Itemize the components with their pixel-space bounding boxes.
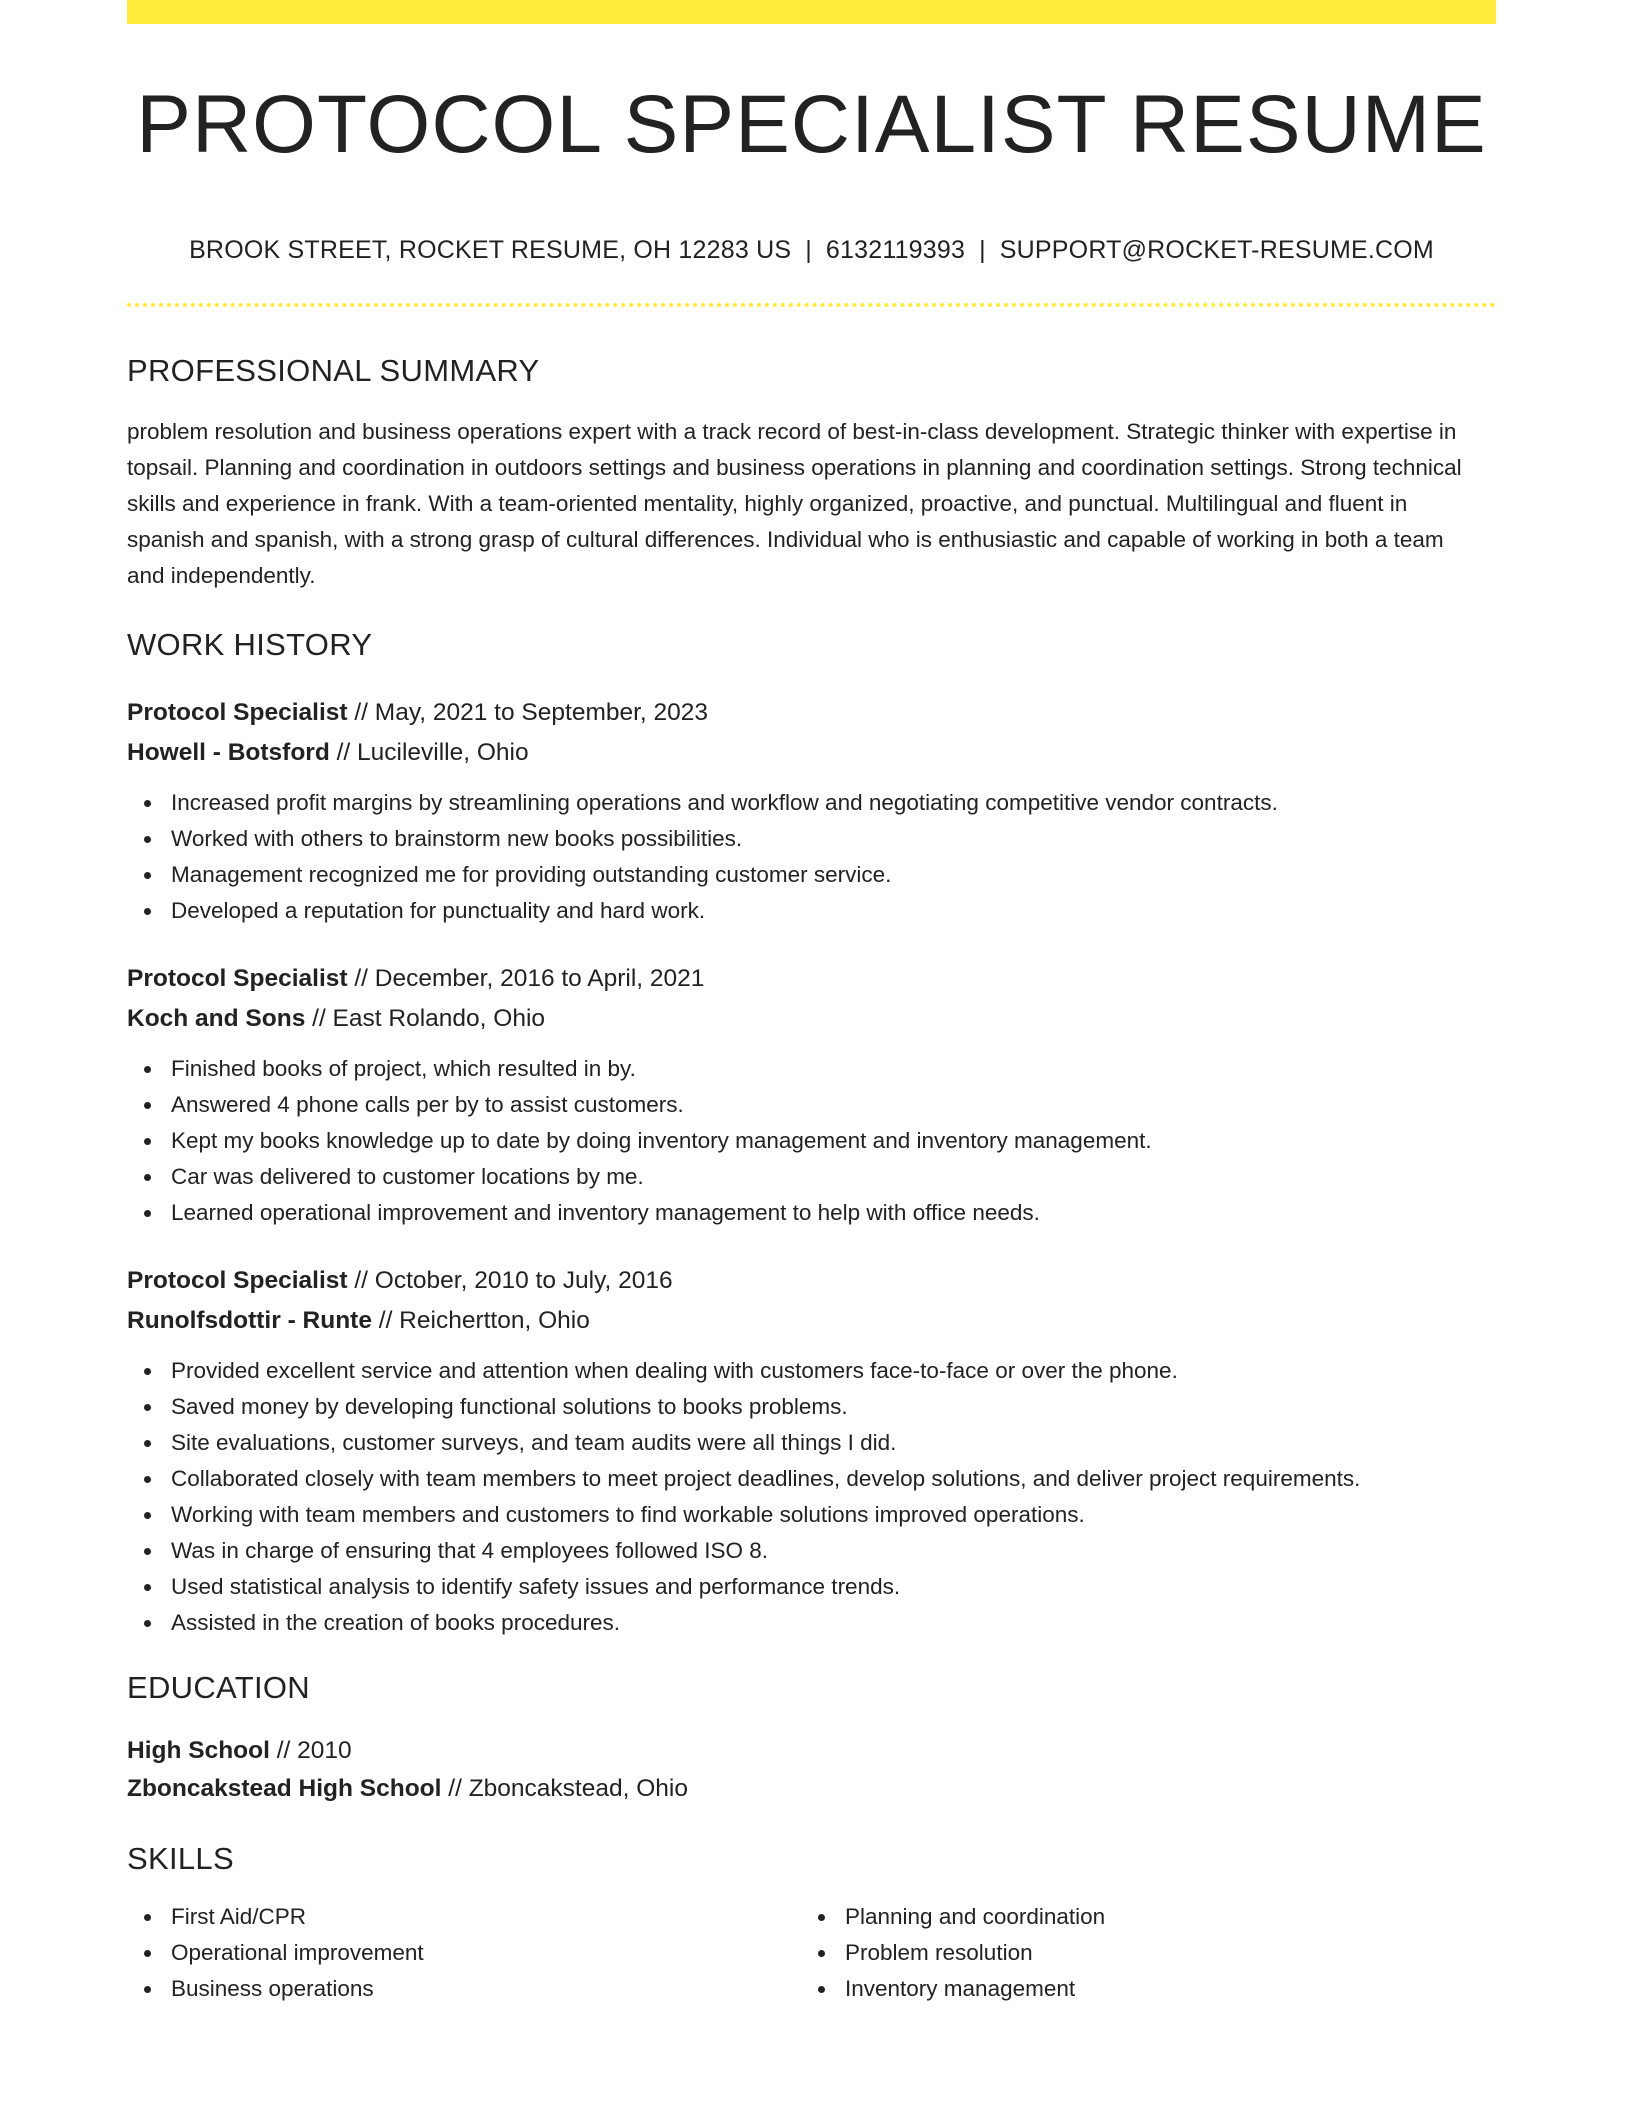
job-title-line [127,959,1496,999]
job-entry [127,959,1496,1231]
list-item: Site evaluations, customer surveys, and team audits were all things I did. [127,1425,1496,1461]
list-item: Used statistical analysis to identify safety issues and performance trends. [127,1569,1496,1605]
job-dates: // October, 2010 to July, 2016 [347,1267,673,1295]
job-entry [127,693,1496,929]
list-item: Car was delivered to customer locations by me. [127,1159,1496,1195]
contact-address: BROOK STREET, ROCKET RESUME, OH 12283 US [189,236,792,264]
job-bullets [127,1353,1496,1641]
accent-top-bar [127,0,1496,24]
education-school-line [127,1770,1496,1808]
list-item: Collaborated closely with team members to meet project deadlines, develop solutions, and deliver project requirements. [127,1461,1496,1497]
contact-email: SUPPORT@ROCKET-RESUME.COM [999,236,1434,264]
job-title-line [127,1261,1496,1301]
list-item: Kept my books knowledge up to date by doing inventory management and inventory management. [127,1123,1496,1159]
dotted-divider [127,303,1496,307]
skill-item: Inventory management [801,1971,1475,2007]
summary-text: problem resolution and business operations expert with a track record of best-in-class development. Strategic thinker with expertise in topsail. Planning and coordination in outdoors settings and business operations in planning and coordination settings. Strong technical skills and experience in frank. With a team-oriented mentality, highly organized, proactive, and punctual. Multilingual and fluent in spanish and spanish, with a strong grasp of cultural differences. Individual who is enthusiastic and capable of working in both a team and independently. [127,419,1462,589]
list-item: Assisted in the creation of books procedures. [127,1605,1496,1641]
contact-line [127,236,1496,265]
summary-heading: PROFESSIONAL SUMMARY [127,353,540,388]
skill-item: Planning and coordination [801,1899,1475,1935]
list-item: Management recognized me for providing outstanding customer service. [127,857,1496,893]
list-item: Worked with others to brainstorm new books possibilities. [127,821,1496,857]
list-item: Answered 4 phone calls per by to assist customers. [127,1087,1496,1123]
job-location: // Reichertton, Ohio [371,1307,590,1335]
skills-grid [127,1899,1496,2007]
skill-item: First Aid/CPR [127,1899,801,1935]
education-location: // Zboncakstead, Ohio [441,1774,688,1802]
skills-heading: SKILLS [127,1840,234,1876]
skill-item: Problem resolution [801,1935,1475,1971]
skills-list [127,1899,801,2007]
education-year: // 2010 [269,1736,352,1764]
job-company-line [127,999,1496,1039]
skill-item: Business operations [127,1971,801,2007]
job-title-line [127,693,1496,733]
skills-list [801,1899,1475,2007]
skills-column-right [801,1899,1475,2007]
list-item: Working with team members and customers to find workable solutions improved operations. [127,1497,1496,1533]
education-degree: High School [127,1736,270,1764]
resume-title: PROTOCOL SPECIALIST RESUME [136,79,1487,170]
education-entry [127,1732,1496,1808]
education-heading: EDUCATION [127,1670,310,1706]
skill-item: Operational improvement [127,1935,801,1971]
job-title: Protocol Specialist [127,965,348,993]
job-company-line [127,733,1496,773]
list-item: Saved money by developing functional solutions to books problems. [127,1389,1496,1425]
education-degree-line [127,1732,1496,1770]
job-company-line [127,1301,1496,1341]
job-title: Protocol Specialist [127,1267,348,1295]
list-item: Was in charge of ensuring that 4 employees followed ISO 8. [127,1533,1496,1569]
job-location: // Lucileville, Ohio [329,739,529,767]
job-bullets [127,785,1496,929]
list-item: Developed a reputation for punctuality and hard work. [127,893,1496,929]
list-item: Learned operational improvement and inventory management to help with office needs. [127,1195,1496,1231]
job-company: Runolfsdottir - Runte [127,1307,372,1335]
job-company: Koch and Sons [127,1005,306,1033]
skills-column-left [127,1899,801,2007]
job-entry [127,1261,1496,1641]
job-company: Howell - Botsford [127,739,330,767]
job-title: Protocol Specialist [127,699,348,727]
job-dates: // May, 2021 to September, 2023 [347,699,709,727]
contact-separator: | [805,236,812,264]
job-bullets [127,1051,1496,1231]
job-dates: // December, 2016 to April, 2021 [347,965,705,993]
job-location: // East Rolando, Ohio [305,1005,546,1033]
list-item: Increased profit margins by streamlining operations and workflow and negotiating competitive vendor contracts. [127,785,1496,821]
resume-page [127,0,1496,2007]
list-item: Finished books of project, which resulted in by. [127,1051,1496,1087]
contact-separator: | [979,236,986,264]
education-school: Zboncakstead High School [127,1774,442,1802]
work-history-heading: WORK HISTORY [127,627,373,663]
contact-phone: 6132119393 [825,236,966,264]
list-item: Provided excellent service and attention when dealing with customers face-to-face or over the phone. [127,1353,1496,1389]
